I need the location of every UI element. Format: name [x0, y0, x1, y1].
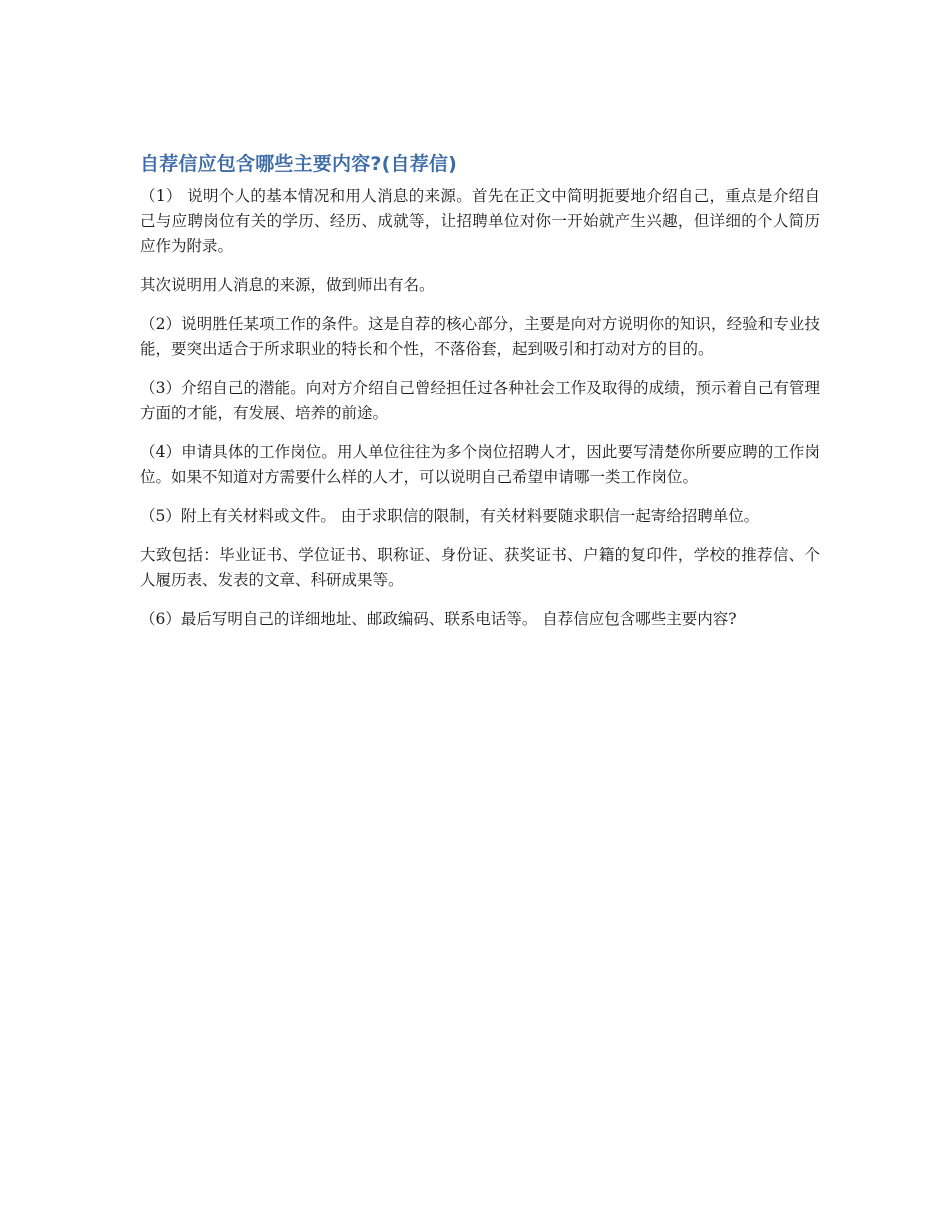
- paragraph-3-qualifications: （2）说明胜任某项工作的条件。这是自荐的核心部分，主要是向对方说明你的知识，经验和专业技能，要突出适合于所求职业的特长和个性，不落俗套，起到吸引和打动对方的目的。: [140, 315, 820, 358]
- paragraph-4-potential: （3）介绍自己的潜能。向对方介绍自己曾经担任过各种社会工作及取得的成绩，预示着自己有管理方面的才能，有发展、培养的前途。: [140, 379, 820, 422]
- document-body: [140, 150, 820, 646]
- paragraph-7-attachment-list: 大致包括：毕业证书、学位证书、职称证、身份证、获奖证书、户籍的复印件，学校的推荐信、个人履历表、发表的文章、科研成果等。: [140, 546, 820, 589]
- page-title: 自荐信应包含哪些主要内容?(自荐信): [140, 153, 457, 175]
- paragraph-5-position: （4）申请具体的工作岗位。用人单位往往为多个岗位招聘人才，因此要写清楚你所要应聘的工作岗位。如果不知道对方需要什么样的人才，可以说明自己希望申请哪一类工作岗位。: [140, 443, 820, 486]
- paragraph-1-basic-info: （1） 说明个人的基本情况和用人消息的来源。首先在正文中简明扼要地介绍自己，重点是介绍自己与应聘岗位有关的学历、经历、成就等，让招聘单位对你一开始就产生兴趣，但详细的个人简历应作为附录。: [140, 187, 820, 255]
- paragraph-6-attachments: （5）附上有关材料或文件。 由于求职信的限制，有关材料要随求职信一起寄给招聘单位。: [140, 507, 760, 525]
- paragraph-8-contact-info: （6）最后写明自己的详细地址、邮政编码、联系电话等。 自荐信应包含哪些主要内容?: [140, 610, 737, 628]
- paragraph-2-info-source: 其次说明用人消息的来源，做到师出有名。: [140, 276, 435, 294]
